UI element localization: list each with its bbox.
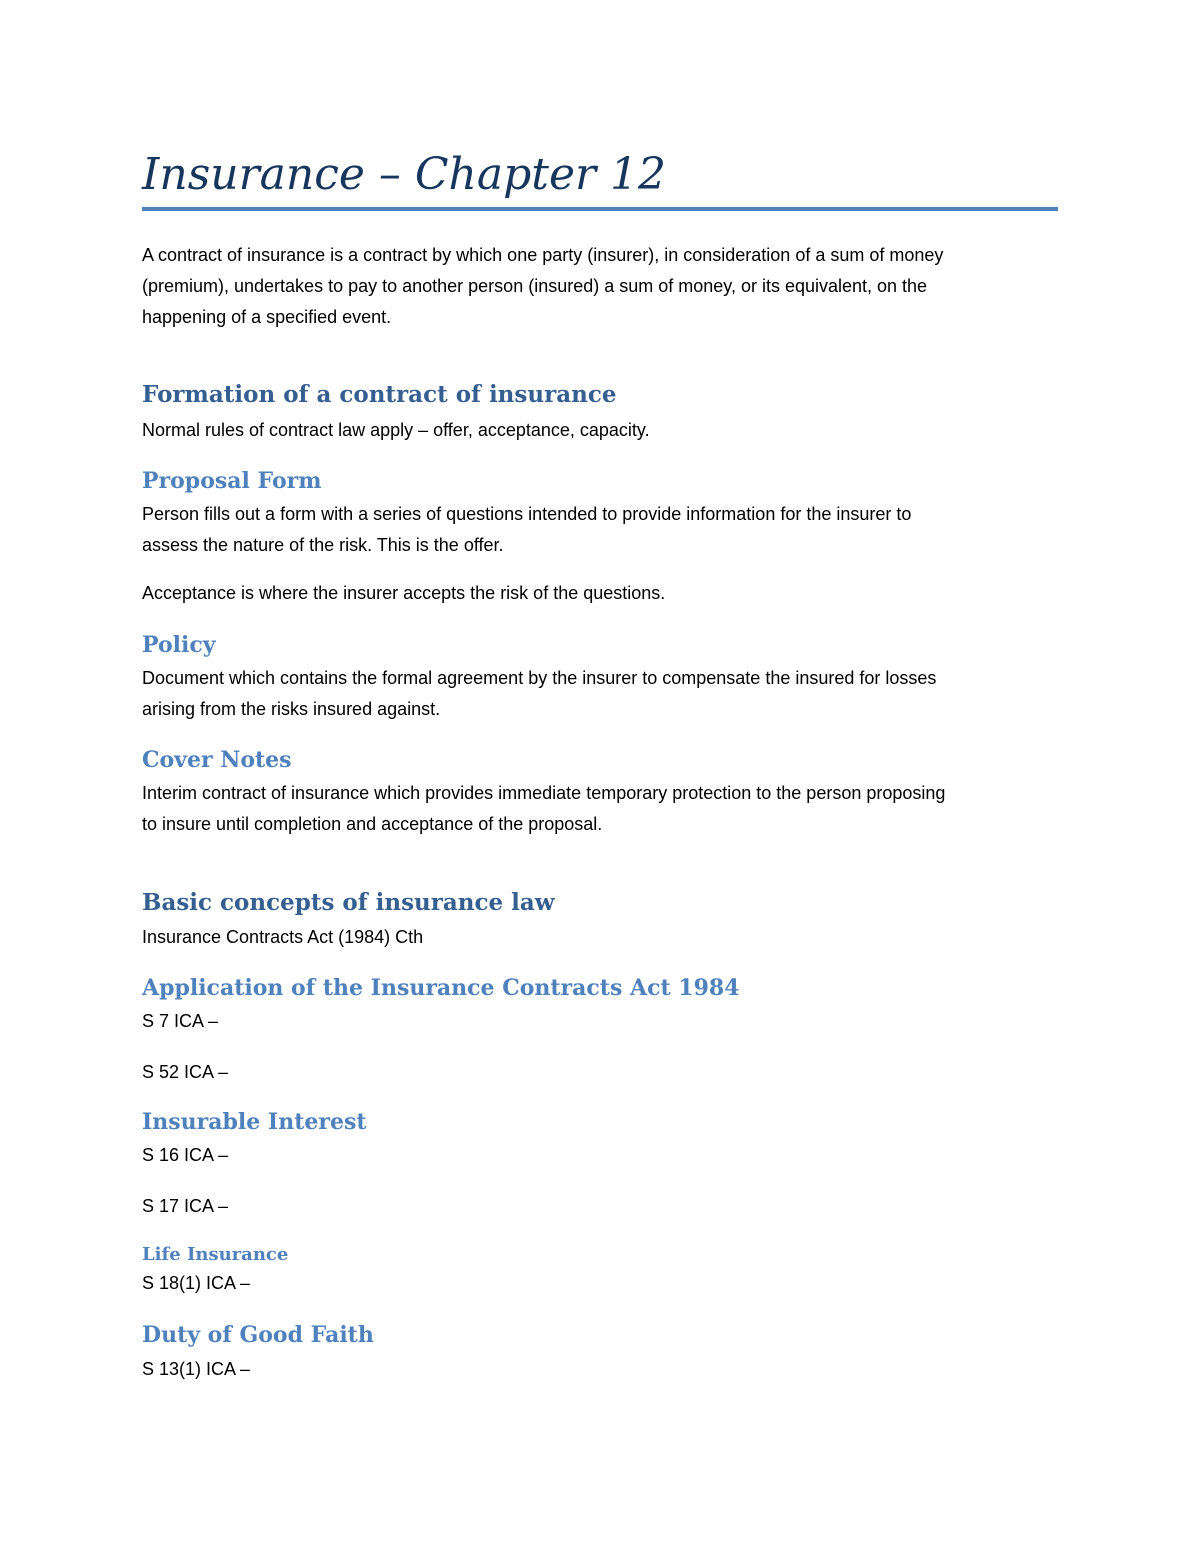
cover-notes-line-1: Interim contract of insurance which provides immediate temporary protection to the person proposing (142, 783, 946, 803)
heading-proposal-form: Proposal Form (142, 468, 322, 494)
heading-application: Application of the Insurance Contracts Act 1984 (142, 975, 740, 1001)
cover-notes-line-2: to insure until completion and acceptance of the proposal. (142, 814, 603, 834)
basic-concepts-text: Insurance Contracts Act (1984) Cth (142, 927, 424, 947)
title-underline (142, 207, 1058, 211)
heading-life-insurance: Life Insurance (142, 1244, 289, 1265)
heading-policy: Policy (142, 632, 216, 658)
intro-line-1: A contract of insurance is a contract by which one party (insurer), in consideration of a sum of money (142, 245, 944, 265)
heading-good-faith: Duty of Good Faith (142, 1322, 374, 1348)
application-item-s52: S 52 ICA – (142, 1062, 229, 1082)
proposal-acceptance: Acceptance is where the insurer accepts the risk of the questions. (142, 583, 666, 603)
intro-line-3: happening of a specified event. (142, 307, 392, 327)
heading-insurable-interest: Insurable Interest (142, 1109, 367, 1135)
application-item-s7: S 7 ICA – (142, 1011, 219, 1031)
formation-text: Normal rules of contract law apply – offer, acceptance, capacity. (142, 420, 650, 440)
policy-line-2: arising from the risks insured against. (142, 699, 441, 719)
heading-formation: Formation of a contract of insurance (142, 381, 617, 408)
document-title: Insurance – Chapter 12 (142, 149, 667, 200)
proposal-line-1: Person fills out a form with a series of questions intended to provide information for the insurer to (142, 504, 912, 524)
heading-basic-concepts: Basic concepts of insurance law (142, 889, 555, 916)
policy-line-1: Document which contains the formal agreement by the insurer to compensate the insured for losses (142, 668, 937, 688)
insurable-item-s17: S 17 ICA – (142, 1196, 229, 1216)
life-insurance-item-s18: S 18(1) ICA – (142, 1273, 251, 1293)
insurable-item-s16: S 16 ICA – (142, 1145, 229, 1165)
good-faith-item-s13: S 13(1) ICA – (142, 1359, 251, 1379)
intro-line-2: (premium), undertakes to pay to another person (insured) a sum of money, or its equivalent, on the (142, 276, 928, 296)
proposal-line-2: assess the nature of the risk. This is the offer. (142, 535, 504, 555)
heading-cover-notes: Cover Notes (142, 747, 292, 773)
